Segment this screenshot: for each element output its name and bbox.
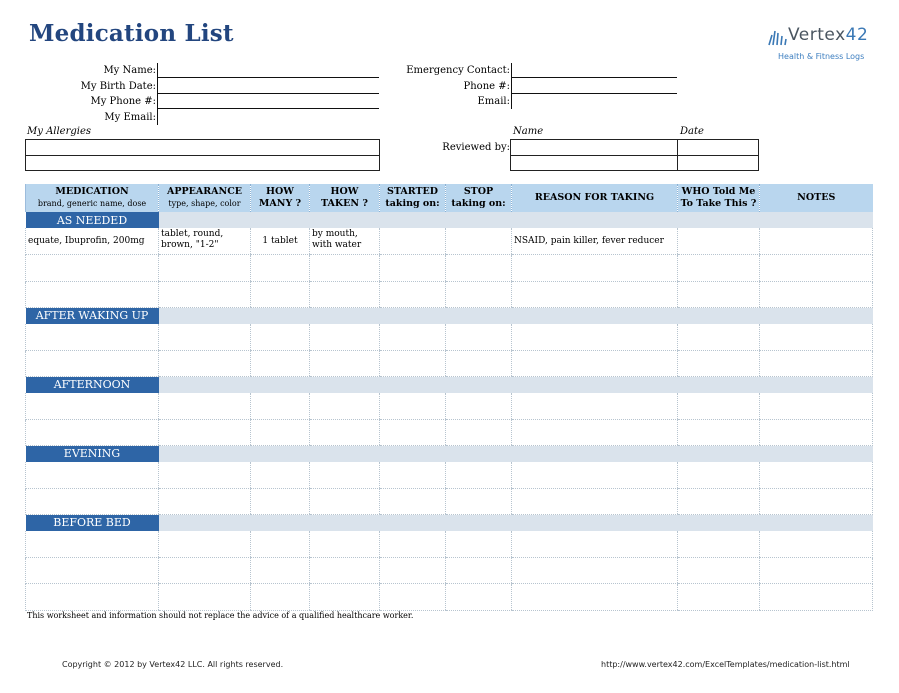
table-cell[interactable]	[446, 488, 512, 515]
table-cell[interactable]	[251, 488, 310, 515]
table-cell[interactable]	[380, 462, 446, 489]
table-cell[interactable]	[159, 584, 251, 611]
column-title: WHO Told Me	[681, 186, 756, 197]
table-cell[interactable]	[446, 584, 512, 611]
table-cell[interactable]	[380, 557, 446, 584]
table-cell[interactable]	[446, 255, 512, 282]
table-cell[interactable]	[380, 324, 446, 351]
allergies-divider	[25, 155, 380, 156]
table-row	[26, 393, 873, 420]
column-title: NOTES	[797, 192, 836, 203]
section-header-row	[26, 446, 873, 462]
table-cell[interactable]	[26, 281, 159, 308]
table-cell[interactable]	[310, 584, 380, 611]
table-cell[interactable]	[760, 488, 873, 515]
table-cell[interactable]	[380, 281, 446, 308]
table-cell[interactable]	[760, 462, 873, 489]
column-title: STARTED	[386, 186, 439, 197]
table-cell[interactable]	[251, 584, 310, 611]
table-cell[interactable]	[26, 462, 159, 489]
table-cell[interactable]	[678, 255, 760, 282]
section-title: AFTERNOON	[26, 377, 159, 393]
page-title: Medication List	[29, 20, 234, 47]
table-cell[interactable]	[446, 531, 512, 558]
phone-field[interactable]	[158, 108, 379, 109]
column-title: STOP	[463, 186, 494, 197]
table-cell[interactable]	[512, 393, 678, 420]
table-cell[interactable]	[760, 393, 873, 420]
table-cell[interactable]	[678, 350, 760, 377]
section-header-row	[26, 308, 873, 324]
name-label: My Name:	[103, 65, 156, 76]
table-cell[interactable]	[159, 419, 251, 446]
table-cell[interactable]	[446, 324, 512, 351]
table-row	[26, 350, 873, 377]
table-cell[interactable]	[251, 350, 310, 377]
column-header	[512, 184, 678, 212]
table-cell[interactable]	[251, 419, 310, 446]
column-subtitle: brand, generic name, dose	[37, 199, 147, 208]
column-header	[380, 184, 446, 212]
column-subtitle: MANY ?	[258, 198, 302, 209]
table-cell[interactable]	[446, 462, 512, 489]
emergency-phone-label: Phone #:	[463, 81, 510, 92]
table-cell[interactable]	[512, 557, 678, 584]
reviewed-by-divider	[510, 155, 759, 156]
table-cell[interactable]	[26, 350, 159, 377]
table-cell[interactable]: tablet, round, brown, "1-2"	[159, 228, 251, 255]
table-cell[interactable]	[760, 531, 873, 558]
table-cell[interactable]	[159, 350, 251, 377]
vertex42-logo[interactable]	[766, 24, 886, 50]
table-cell[interactable]	[310, 255, 380, 282]
table-cell[interactable]	[251, 281, 310, 308]
column-header	[678, 184, 760, 212]
table-cell[interactable]	[678, 557, 760, 584]
table-cell[interactable]	[26, 584, 159, 611]
table-cell[interactable]	[512, 419, 678, 446]
table-cell[interactable]	[678, 531, 760, 558]
column-header	[159, 184, 251, 212]
reviewed-by-column-divider	[677, 139, 678, 171]
table-cell[interactable]	[380, 228, 446, 255]
table-row	[26, 255, 873, 282]
table-cell[interactable]	[310, 557, 380, 584]
medication-table	[25, 184, 873, 611]
copyright: Copyright © 2012 by Vertex42 LLC. All rights reserved.	[62, 660, 284, 669]
table-cell[interactable]	[678, 488, 760, 515]
table-cell[interactable]: equate, Ibuprofin, 200mg	[26, 228, 159, 255]
table-cell[interactable]	[251, 462, 310, 489]
table-cell[interactable]	[678, 393, 760, 420]
table-row	[26, 557, 873, 584]
table-row	[26, 531, 873, 558]
column-header	[446, 184, 512, 212]
column-header	[251, 184, 310, 212]
table-cell[interactable]	[310, 419, 380, 446]
table-header-row	[26, 184, 873, 212]
table-cell[interactable]	[380, 419, 446, 446]
section-title: EVENING	[26, 446, 159, 462]
table-cell[interactable]	[678, 419, 760, 446]
table-cell[interactable]: by mouth, with water	[310, 228, 380, 255]
table-cell[interactable]	[678, 324, 760, 351]
table-cell[interactable]	[678, 584, 760, 611]
column-title: MEDICATION	[55, 186, 129, 197]
table-cell[interactable]	[159, 324, 251, 351]
table-cell[interactable]	[251, 393, 310, 420]
table-cell[interactable]	[310, 531, 380, 558]
column-title: REASON FOR TAKING	[534, 192, 655, 203]
table-cell[interactable]	[760, 557, 873, 584]
table-cell[interactable]	[380, 584, 446, 611]
table-cell[interactable]	[760, 350, 873, 377]
table-cell[interactable]	[760, 255, 873, 282]
table-cell[interactable]	[251, 255, 310, 282]
table-cell[interactable]	[159, 531, 251, 558]
table-row	[26, 228, 873, 255]
table-row	[26, 462, 873, 489]
table-cell[interactable]	[760, 228, 873, 255]
table-cell[interactable]	[760, 584, 873, 611]
column-title: APPEARANCE	[166, 186, 243, 197]
table-cell[interactable]	[446, 350, 512, 377]
column-title: HOW	[266, 186, 294, 197]
table-cell[interactable]	[310, 324, 380, 351]
table-cell[interactable]	[760, 281, 873, 308]
review-date-header: Date	[680, 126, 704, 137]
column-header	[310, 184, 380, 212]
table-cell[interactable]	[26, 531, 159, 558]
section-title: AS NEEDED	[26, 212, 159, 228]
table-cell[interactable]	[26, 255, 159, 282]
section-header-row	[26, 515, 873, 531]
table-cell[interactable]	[159, 255, 251, 282]
table-cell[interactable]	[159, 281, 251, 308]
emergency-contact-field[interactable]	[512, 77, 677, 78]
table-cell[interactable]	[512, 531, 678, 558]
table-cell[interactable]	[251, 531, 310, 558]
table-cell[interactable]	[251, 557, 310, 584]
table-cell[interactable]	[446, 228, 512, 255]
table-cell[interactable]	[380, 488, 446, 515]
table-cell[interactable]: 1 tablet	[251, 228, 310, 255]
table-cell[interactable]	[310, 462, 380, 489]
table-row	[26, 281, 873, 308]
table-cell[interactable]	[512, 281, 678, 308]
birth-date-label: My Birth Date:	[80, 81, 156, 92]
table-cell[interactable]	[446, 393, 512, 420]
table-cell[interactable]	[26, 324, 159, 351]
table-cell[interactable]	[310, 350, 380, 377]
table-cell[interactable]: NSAID, pain killer, fever reducer	[512, 228, 678, 255]
column-subtitle: taking on:	[385, 198, 440, 209]
reviewed-by-label: Reviewed by:	[442, 142, 510, 153]
table-cell[interactable]	[446, 281, 512, 308]
disclaimer: This worksheet and information should not replace the advice of a qualified healthcare worker.	[27, 611, 414, 620]
table-cell[interactable]	[380, 255, 446, 282]
column-title: HOW	[330, 186, 359, 197]
emergency-field-divider	[511, 63, 512, 109]
table-cell[interactable]	[760, 324, 873, 351]
table-cell[interactable]	[251, 324, 310, 351]
table-cell[interactable]	[380, 350, 446, 377]
table-cell[interactable]	[26, 393, 159, 420]
logo-wordmark: Vertex42	[788, 25, 869, 45]
table-cell[interactable]	[26, 419, 159, 446]
table-cell[interactable]	[512, 488, 678, 515]
table-cell[interactable]	[678, 462, 760, 489]
table-cell[interactable]	[678, 281, 760, 308]
column-subtitle: To Take This ?	[680, 198, 757, 209]
section-band	[159, 377, 873, 393]
emergency-contact-label: Emergency Contact:	[406, 65, 510, 76]
table-cell[interactable]	[310, 393, 380, 420]
table-cell[interactable]	[678, 228, 760, 255]
table-cell[interactable]	[310, 488, 380, 515]
section-band	[159, 308, 873, 324]
section-title: BEFORE BED	[26, 515, 159, 531]
reviewer-name-header: Name	[513, 126, 544, 137]
emergency-email-label: Email:	[477, 96, 510, 107]
table-cell[interactable]	[26, 557, 159, 584]
logo-burst-icon	[766, 27, 788, 47]
table-cell[interactable]	[310, 281, 380, 308]
table-row	[26, 488, 873, 515]
table-cell[interactable]	[380, 531, 446, 558]
table-cell[interactable]	[159, 488, 251, 515]
name-field[interactable]	[158, 77, 379, 78]
column-header	[760, 184, 873, 212]
column-subtitle: taking on:	[451, 198, 506, 209]
info-field-divider	[157, 63, 158, 125]
table-cell[interactable]	[512, 324, 678, 351]
table-cell[interactable]	[760, 419, 873, 446]
table-cell[interactable]	[446, 419, 512, 446]
table-cell[interactable]	[512, 462, 678, 489]
table-row	[26, 324, 873, 351]
section-band	[159, 212, 873, 228]
table-row	[26, 584, 873, 611]
column-header	[26, 184, 159, 212]
footer-url[interactable]: http://www.vertex42.com/ExcelTemplates/medication-list.html	[601, 660, 850, 669]
table-cell[interactable]	[512, 350, 678, 377]
section-header-row	[26, 377, 873, 393]
emergency-phone-field[interactable]	[512, 93, 677, 94]
column-subtitle: TAKEN ?	[321, 198, 368, 209]
logo-subtitle: Health & Fitness Logs	[778, 52, 865, 61]
table-cell[interactable]	[159, 462, 251, 489]
table-cell[interactable]	[159, 393, 251, 420]
phone-label: My Phone #:	[90, 96, 156, 107]
table-cell[interactable]	[159, 557, 251, 584]
section-band	[159, 515, 873, 531]
birth-date-field[interactable]	[158, 93, 379, 94]
allergies-label: My Allergies	[27, 126, 92, 137]
section-title: AFTER WAKING UP	[26, 308, 159, 324]
table-cell[interactable]	[512, 255, 678, 282]
table-cell[interactable]	[446, 557, 512, 584]
table-cell[interactable]	[512, 584, 678, 611]
column-subtitle: type, shape, color	[168, 199, 241, 208]
table-row	[26, 419, 873, 446]
table-cell[interactable]	[380, 393, 446, 420]
email-label: My Email:	[104, 112, 156, 123]
table-cell[interactable]	[26, 488, 159, 515]
section-band	[159, 446, 873, 462]
section-header-row	[26, 212, 873, 228]
